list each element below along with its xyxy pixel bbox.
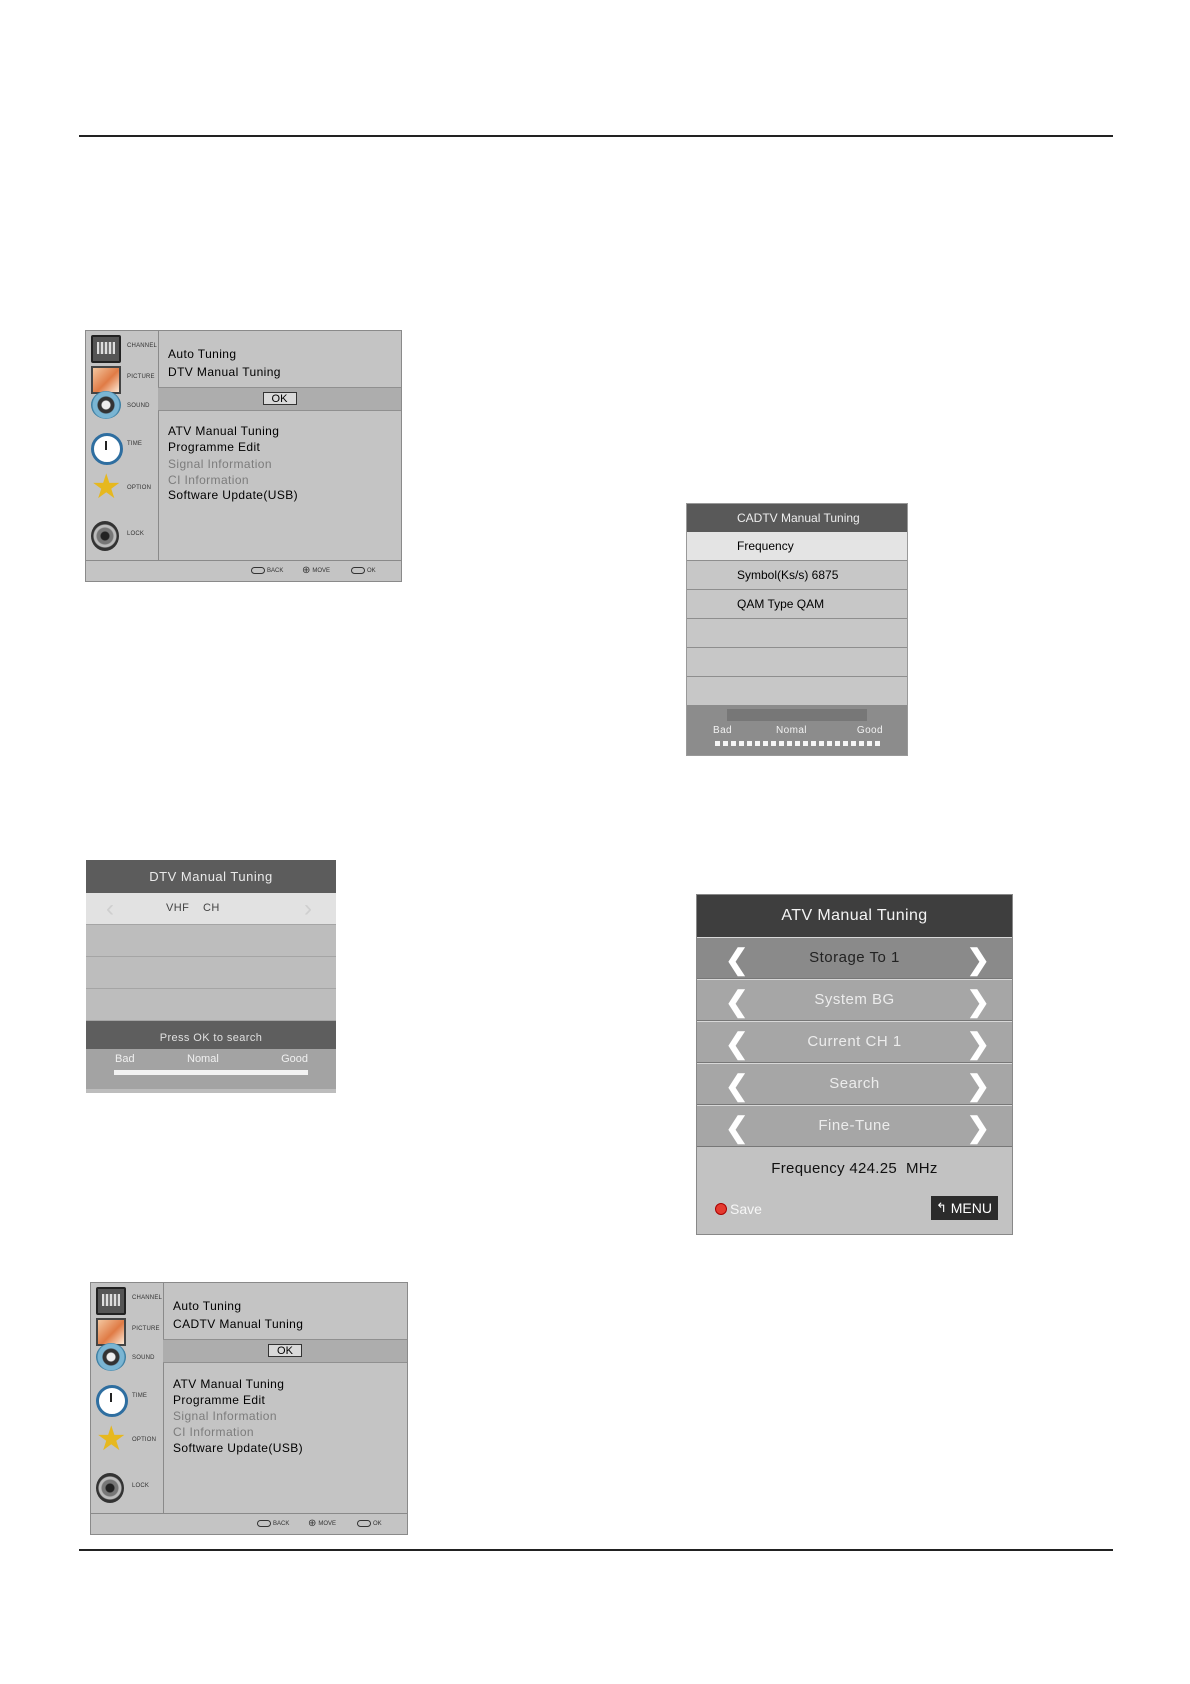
press-ok-hint: Press OK to search [86, 1021, 336, 1049]
footer-move-label: MOVE [318, 1520, 337, 1527]
footer-back-label: BACK [273, 1520, 290, 1527]
side-item-time[interactable] [89, 431, 157, 463]
side-label: LOCK [132, 1483, 150, 1489]
current-ch-label: Current CH 1 [807, 1033, 902, 1050]
side-item-sound[interactable] [89, 389, 157, 421]
footer-ok [351, 567, 376, 574]
side-label: SOUND [132, 1355, 155, 1361]
footer-move-label: MOVE [312, 567, 331, 574]
side-label: SOUND [127, 403, 150, 409]
menu-item-ci-info [168, 473, 249, 487]
return-icon: ↰ [936, 1200, 947, 1215]
menu-key-icon [251, 567, 265, 574]
side-label: CHANNEL [132, 1295, 163, 1301]
atv-manual-tuning-panel [696, 894, 1013, 1235]
menu-item-manual-tuning[interactable]: CADTV Manual Tuning [173, 1317, 304, 1331]
chevron-left-icon[interactable]: ‹ [106, 895, 114, 922]
chevron-left-icon[interactable]: ❮ [725, 1028, 749, 1059]
signal-level-dots [715, 741, 883, 746]
footer-move [302, 567, 330, 574]
signal-bar [727, 709, 867, 721]
menu-key-icon [257, 1520, 271, 1527]
menu-item-label: CI Information [168, 473, 249, 487]
channel-menu-cadtv [90, 1282, 408, 1535]
menu-item-signal-info [173, 1409, 277, 1423]
side-item-lock[interactable] [94, 1471, 162, 1503]
signal-bad-label: Bad [115, 1053, 135, 1065]
current-ch-selector[interactable] [697, 1021, 1012, 1063]
chevron-left-icon[interactable]: ❮ [725, 1112, 749, 1143]
footer-ok-label: OK [373, 1520, 382, 1527]
empty-row [687, 619, 907, 648]
padlock-icon [96, 1473, 124, 1503]
chevron-right-icon[interactable]: ❯ [966, 1112, 990, 1143]
search-selector[interactable] [697, 1063, 1012, 1105]
menu-item-auto-tuning[interactable]: Auto Tuning [168, 347, 237, 361]
chevron-right-icon[interactable]: › [304, 895, 312, 922]
side-label: PICTURE [127, 374, 155, 380]
menu-item-software-update[interactable]: Software Update(USB) [173, 1441, 304, 1455]
ok-key-icon [351, 567, 365, 574]
empty-row [86, 925, 336, 957]
chevron-right-icon[interactable]: ❯ [966, 986, 990, 1017]
menu-item-programme-edit[interactable]: Programme Edit [173, 1393, 266, 1407]
frequency-field[interactable]: Frequency [687, 532, 907, 561]
bottom-rule [79, 1549, 1113, 1551]
clock-icon [96, 1385, 128, 1417]
ok-band [163, 1339, 407, 1363]
side-item-lock[interactable] [89, 519, 157, 551]
side-item-time[interactable] [94, 1383, 162, 1415]
ok-band [158, 387, 401, 411]
footer-ok [357, 1520, 382, 1527]
signal-normal-label: Nomal [187, 1053, 219, 1065]
panel-title: CADTV Manual Tuning [687, 504, 907, 532]
channel-icon [91, 335, 121, 363]
fine-tune-selector[interactable] [697, 1105, 1012, 1147]
footer-back-label: BACK [267, 567, 284, 574]
dtv-manual-tuning-panel [86, 860, 336, 1093]
menu-item-label: Signal Information [173, 1409, 277, 1423]
search-label: Search [829, 1075, 880, 1092]
chevron-left-icon[interactable]: ❮ [725, 944, 749, 975]
speaker-icon [91, 391, 121, 419]
dpad-icon: ⊕ [308, 1518, 317, 1529]
qam-type-field[interactable]: QAM Type QAM [687, 590, 907, 619]
panel-title: DTV Manual Tuning [86, 860, 336, 893]
menu-button[interactable] [931, 1196, 998, 1220]
red-key-icon [715, 1203, 727, 1215]
dpad-icon: ⊕ [302, 565, 311, 576]
storage-to-selector[interactable] [697, 937, 1012, 979]
side-item-option[interactable] [94, 1423, 162, 1455]
menu-item-label: Signal Information [168, 457, 272, 471]
menu-footer [86, 560, 401, 581]
side-label: OPTION [132, 1437, 157, 1443]
chevron-right-icon[interactable]: ❯ [966, 944, 990, 975]
side-item-channel[interactable] [94, 1285, 162, 1317]
side-item-channel[interactable] [89, 333, 157, 365]
signal-good-label: Good [856, 725, 883, 736]
star-icon [96, 1425, 126, 1453]
ok-key-icon [357, 1520, 371, 1527]
ok-button[interactable]: OK [268, 1344, 302, 1357]
side-label: TIME [127, 441, 143, 447]
cadtv-manual-tuning-panel [686, 503, 908, 756]
empty-row [86, 989, 336, 1021]
chevron-right-icon[interactable]: ❯ [966, 1028, 990, 1059]
signal-meter [687, 705, 907, 755]
side-label: PICTURE [132, 1326, 160, 1332]
channel-icon [96, 1287, 126, 1315]
channel-value: VHF CH [166, 902, 220, 914]
menu-item-auto-tuning[interactable]: Auto Tuning [173, 1299, 242, 1313]
storage-to-label: Storage To 1 [809, 949, 900, 966]
menu-item-signal-info [168, 457, 272, 471]
panel-title: ATV Manual Tuning [697, 895, 1012, 937]
chevron-left-icon[interactable]: ❮ [725, 1070, 749, 1101]
save-button[interactable] [715, 1201, 762, 1217]
side-item-option[interactable] [89, 471, 157, 503]
side-menu [86, 331, 159, 561]
clock-icon [91, 433, 123, 465]
top-rule [79, 135, 1113, 137]
symbol-rate-field[interactable]: Symbol(Ks/s) 6875 [687, 561, 907, 590]
footer-move [308, 1520, 336, 1527]
system-label: System BG [814, 991, 895, 1008]
signal-normal-label: Nomal [776, 725, 807, 736]
padlock-icon [91, 521, 119, 551]
speaker-icon [96, 1343, 126, 1371]
menu-item-software-update[interactable]: Software Update(USB) [168, 488, 299, 502]
side-label: OPTION [127, 485, 152, 491]
footer-back [251, 567, 283, 574]
frequency-readout: Frequency 424.25 MHz [771, 1160, 938, 1177]
side-menu [91, 1283, 164, 1514]
empty-row [687, 677, 907, 706]
ok-button[interactable]: OK [263, 392, 297, 405]
empty-row [86, 957, 336, 989]
menu-item-label: CI Information [173, 1425, 254, 1439]
side-label: CHANNEL [127, 343, 158, 349]
menu-item-ci-info [173, 1425, 254, 1439]
chevron-right-icon[interactable]: ❯ [966, 1070, 990, 1101]
menu-item-atv-manual[interactable]: ATV Manual Tuning [173, 1377, 285, 1391]
channel-menu-dtv [85, 330, 402, 582]
signal-good-label: Good [281, 1053, 308, 1065]
side-label: TIME [132, 1393, 148, 1399]
side-item-sound[interactable] [94, 1341, 162, 1373]
menu-label: MENU [950, 1200, 992, 1216]
signal-bar [114, 1070, 308, 1075]
side-label: LOCK [127, 531, 145, 537]
system-selector[interactable] [697, 979, 1012, 1021]
footer-back [257, 1520, 289, 1527]
fine-tune-label: Fine-Tune [818, 1117, 891, 1134]
menu-item-programme-edit[interactable]: Programme Edit [168, 440, 261, 454]
menu-item-atv-manual[interactable]: ATV Manual Tuning [168, 424, 280, 438]
chevron-left-icon[interactable]: ❮ [725, 986, 749, 1017]
signal-meter [86, 1049, 336, 1089]
star-icon [91, 473, 121, 501]
signal-bad-label: Bad [713, 725, 732, 736]
empty-row [687, 648, 907, 677]
footer-ok-label: OK [367, 567, 376, 574]
menu-footer [91, 1513, 407, 1534]
menu-item-manual-tuning[interactable]: DTV Manual Tuning [168, 365, 281, 379]
save-label: Save [730, 1201, 762, 1217]
channel-selector[interactable] [86, 893, 336, 925]
